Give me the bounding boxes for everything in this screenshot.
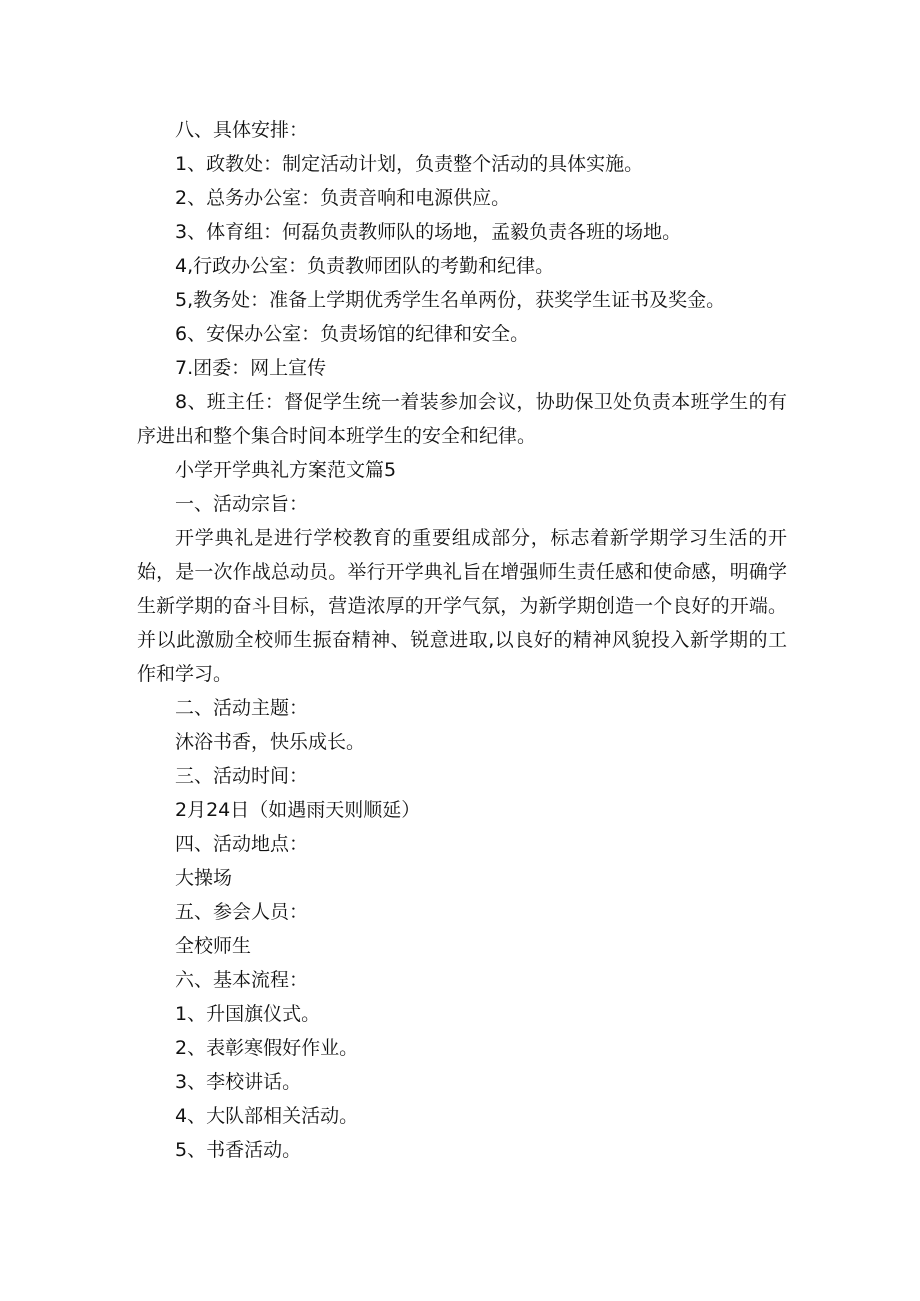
section-4-body: 大操场 — [175, 867, 233, 889]
section-8-item-3: 3、体育组：何磊负责教师队的场地，孟毅负责各班的场地。 — [175, 221, 682, 243]
section-6-item-5: 5、书香活动。 — [175, 1139, 302, 1161]
section-4-heading: 四、活动地点： — [175, 833, 309, 855]
section-8-item-5: 5,教务处：准备上学期优秀学生名单两份，获奖学生证书及奖金。 — [175, 289, 726, 311]
section-1-body: 开学典礼是进行学校教育的重要组成部分，标志着新学期学习生活的开始，是一次作战总动员。举行开学典礼旨在增强师生责任感和使命感，明确学生新学期的奋斗目标，营造浓厚的开学气氛，为新学期创造一个良好的开端。并以此激励全校师生振奋精神、锐意进取,以良好的精神风貌投入新学期的工作和学习。 — [137, 527, 787, 685]
section-8-item-2: 2、总务办公室：负责音响和电源供应。 — [175, 187, 511, 209]
section-8-item-4: 4,行政办公室：负责教师团队的考勤和纪律。 — [175, 255, 555, 277]
section-8-heading: 八、具体安排： — [175, 119, 309, 141]
section-5-body: 全校师生 — [175, 935, 252, 957]
section-2-heading: 二、活动主题： — [175, 697, 309, 719]
section-5-heading: 五、参会人员： — [175, 901, 309, 923]
section-6-heading: 六、基本流程： — [175, 969, 309, 991]
section-3-heading: 三、活动时间： — [175, 765, 309, 787]
section-3-body: 2月24日（如遇雨天则顺延） — [175, 799, 421, 821]
section-1-heading: 一、活动宗旨： — [175, 493, 309, 515]
section-6-item-1: 1、升国旗仪式。 — [175, 1003, 321, 1025]
document-title: 小学开学典礼方案范文篇5 — [175, 459, 397, 481]
section-2-body: 沐浴书香，快乐成长。 — [175, 731, 366, 753]
section-6-item-4: 4、大队部相关活动。 — [175, 1105, 359, 1127]
section-6-item-2: 2、表彰寒假好作业。 — [175, 1037, 359, 1059]
section-6-item-3: 3、李校讲话。 — [175, 1071, 302, 1093]
document-content — [137, 113, 787, 1167]
section-8-item-8: 8、班主任：督促学生统一着装参加会议，协助保卫处负责本班学生的有序进出和整个集合时间本班学生的安全和纪律。 — [137, 391, 787, 447]
section-8-item-6: 6、安保办公室：负责场馆的纪律和安全。 — [175, 323, 530, 345]
section-8-item-7: 7.团委：网上宣传 — [175, 357, 327, 379]
section-8-item-1: 1、政教处：制定活动计划，负责整个活动的具体实施。 — [175, 153, 644, 175]
